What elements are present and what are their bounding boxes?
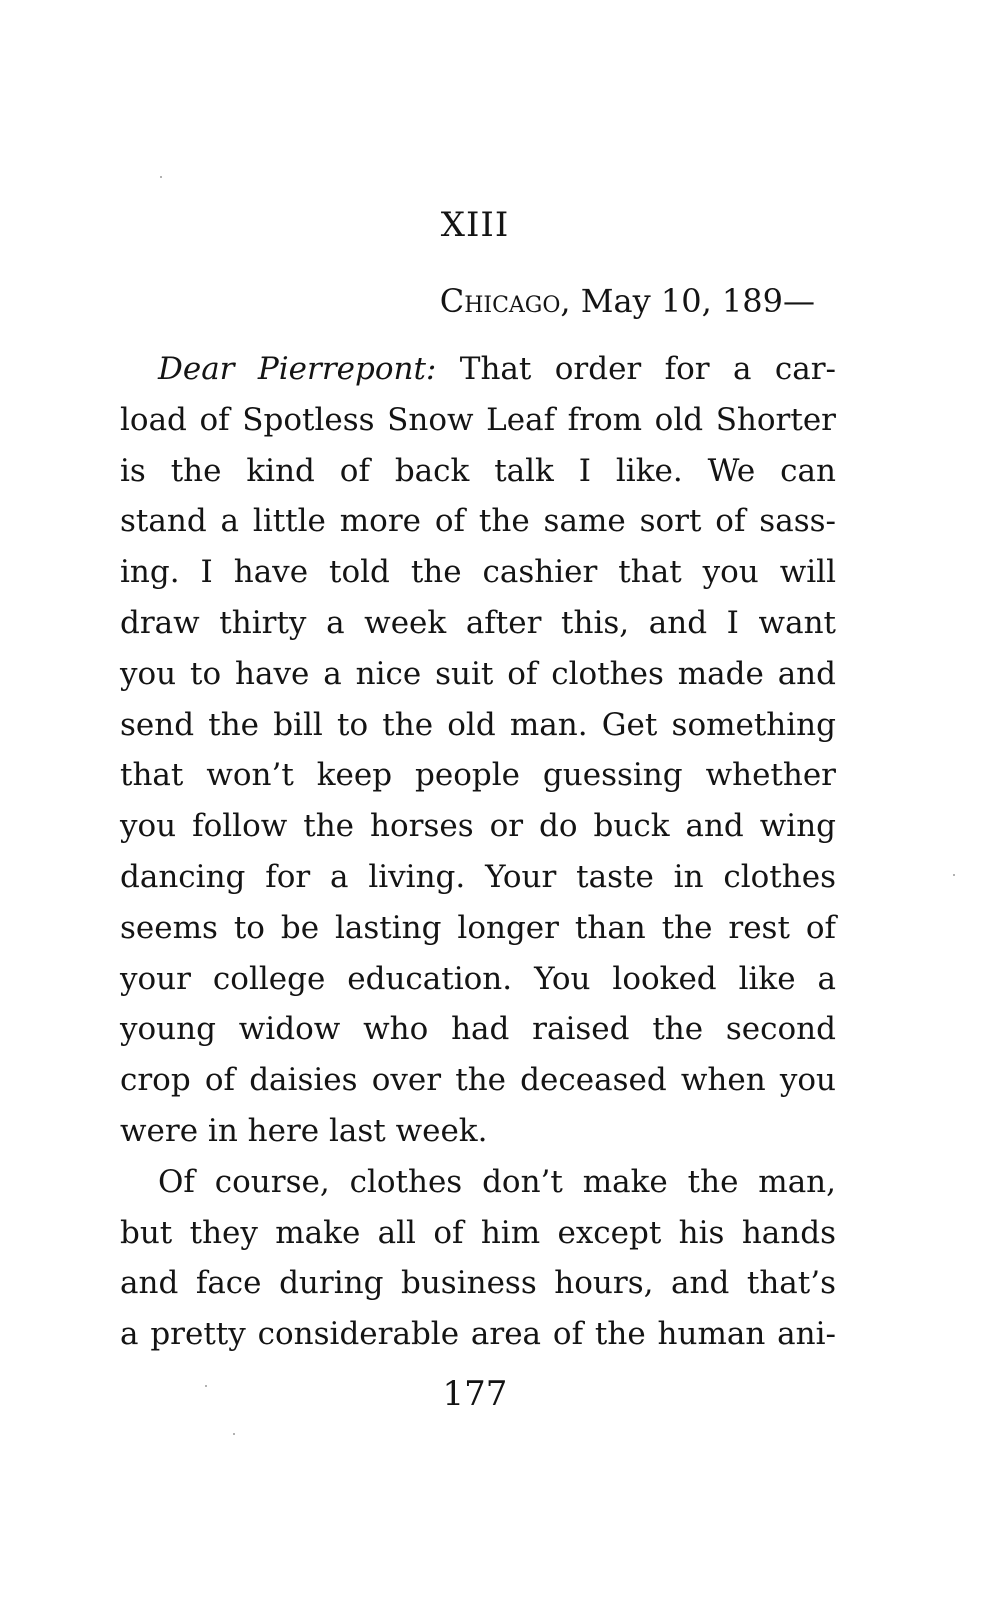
dateline-date: , May 10, 189—: [560, 282, 815, 320]
text-line: but they make all of him except his hands: [120, 1214, 836, 1251]
text-line: Of course, clothes don’t make the man,: [158, 1163, 836, 1200]
text-line: your college education. You looked like a: [120, 960, 836, 997]
first-line-text: That order for a car-: [436, 351, 836, 387]
text-line: [120, 344, 836, 395]
chapter-number: XIII: [440, 205, 510, 245]
paper-speck: [160, 176, 162, 178]
text-line: load of Spotless Snow Leaf from old Shorter: [120, 401, 836, 438]
text-line: you follow the horses or do buck and wing: [120, 808, 836, 845]
text-line: dancing for a living. Your taste in clothes: [120, 858, 836, 895]
text-line: draw thirty a week after this, and I want: [120, 604, 836, 641]
text-line: and face during business hours, and that’s: [120, 1265, 836, 1302]
text-line: a pretty considerable area of the human ani-: [120, 1316, 836, 1353]
text-line: that won’t keep people guessing whether: [120, 757, 836, 794]
page-number: 177: [442, 1374, 508, 1414]
dateline-place: Chicago: [439, 282, 561, 320]
paper-speck: [953, 874, 955, 876]
text-line: stand a little more of the same sort of sass-: [120, 503, 836, 540]
paper-speck: [233, 1433, 235, 1435]
paper-speck: [205, 1385, 207, 1387]
text-line: send the bill to the old man. Get something: [120, 706, 836, 743]
text-line: is the kind of back talk I like. We can: [120, 452, 836, 489]
text-line: were in here last week.: [120, 1112, 488, 1149]
text-line: young widow who had raised the second: [120, 1011, 836, 1048]
letter-dateline: [0, 282, 815, 320]
text-line: seems to be lasting longer than the rest of: [120, 909, 836, 946]
text-line: ing. I have told the cashier that you will: [120, 554, 836, 591]
letter-salutation: Dear Pierrepont:: [158, 351, 437, 387]
text-line: you to have a nice suit of clothes made and: [120, 655, 836, 692]
text-line: crop of daisies over the deceased when you: [120, 1062, 836, 1099]
letter-body: [120, 344, 836, 1360]
